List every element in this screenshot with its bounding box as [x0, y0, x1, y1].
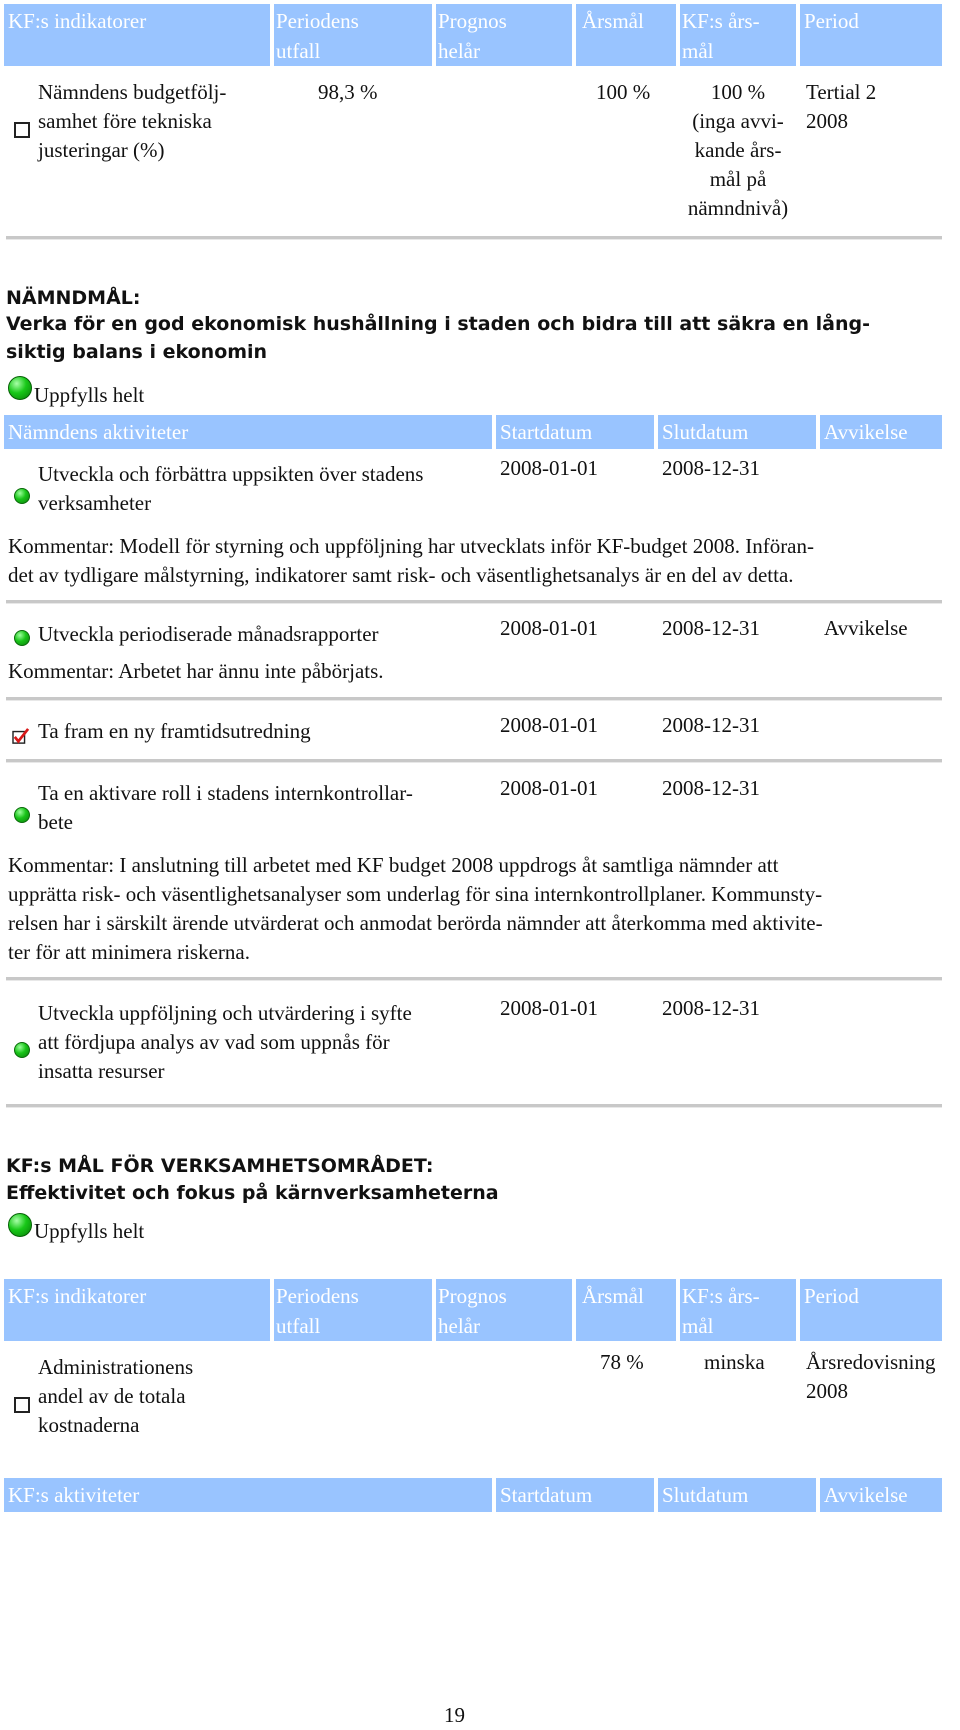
indicator-name — [38, 1353, 193, 1440]
green-dot-icon — [14, 1042, 30, 1058]
header-line: helår — [438, 39, 480, 63]
indicator-name — [38, 78, 226, 165]
text-line: Kommentar: I anslutning till arbetet med KF budget 2008 uppdrogs åt samtliga nämnder att — [8, 853, 779, 877]
text-line: Utveckla och förbättra uppsikten över stadens — [38, 462, 424, 486]
col-header-annual-target: Årsmål — [582, 9, 644, 33]
text-line: relsen har i särskilt ärende utvärderat och anmodat berörda nämnder att återkomma med aktivite- — [8, 911, 823, 935]
deviation-value: Avvikelse — [824, 616, 908, 640]
annual-target-value: 100 % — [596, 80, 651, 104]
header-line: mål — [682, 1314, 714, 1338]
end-date: 2008-12-31 — [662, 616, 760, 640]
col-header-forecast — [438, 6, 507, 66]
start-date: 2008-01-01 — [500, 996, 598, 1020]
col-header-period: Period — [804, 1284, 859, 1308]
activity-comment: Kommentar: Arbetet har ännu inte påbörjats. — [8, 659, 384, 683]
kf-annual-target-value — [680, 78, 796, 223]
divider — [6, 600, 942, 604]
activity-name: Ta fram en ny framtidsutredning — [38, 719, 311, 743]
header-line: mål — [682, 39, 714, 63]
empty-square-icon — [14, 122, 30, 138]
text-line: bete — [38, 810, 73, 834]
activity-comment — [8, 851, 823, 967]
text-line: 2008 — [806, 109, 848, 133]
text-line: verksamheter — [38, 491, 152, 515]
divider — [6, 1104, 942, 1108]
text-line: 100 % — [710, 80, 766, 104]
header-line: Prognos — [438, 9, 507, 33]
end-date: 2008-12-31 — [662, 456, 760, 480]
col-header-activities: Nämndens aktiviteter — [8, 420, 189, 444]
text-line: (inga avvi- — [692, 109, 784, 133]
text-line: Kommentar: Modell för styrning och uppföljning har utvecklats inför KF-budget 2008. Införan- — [8, 534, 814, 558]
header-line: Periodens — [276, 1284, 359, 1308]
header-line: utfall — [276, 39, 321, 63]
divider — [6, 697, 942, 701]
text-line: Verka för en god ekonomisk hushållning i staden och bidra till att säkra en lång- — [6, 313, 870, 335]
text-line: ter för att minimera riskerna. — [8, 940, 250, 964]
text-line: siktig balans i ekonomin — [6, 341, 268, 363]
col-header-period-outcome — [276, 1281, 359, 1341]
col-header-deviation: Avvikelse — [824, 1483, 908, 1507]
text-line: Ta en aktivare roll i stadens internkontrollar- — [38, 781, 413, 805]
col-header-end-date: Slutdatum — [662, 1483, 749, 1507]
goal-status: Uppfylls helt — [34, 383, 145, 407]
end-date: 2008-12-31 — [662, 996, 760, 1020]
annual-target-value: 78 % — [600, 1350, 644, 1374]
col-header-kf-annual-target — [682, 6, 760, 66]
header-line: KF:s års- — [682, 1284, 760, 1308]
text-line: 2008 — [806, 1379, 848, 1403]
header-line: Prognos — [438, 1284, 507, 1308]
start-date: 2008-01-01 — [500, 616, 598, 640]
end-date: 2008-12-31 — [662, 713, 760, 737]
col-header-deviation: Avvikelse — [824, 420, 908, 444]
col-header-period: Period — [804, 9, 859, 33]
text-line: kande års- — [694, 138, 782, 162]
col-header-period-outcome — [276, 6, 359, 66]
col-header-indicator: KF:s indikatorer — [8, 1284, 147, 1308]
text-line: Tertial 2 — [806, 80, 877, 104]
divider — [6, 759, 942, 763]
page-number: 19 — [444, 1703, 465, 1727]
green-dot-icon — [14, 807, 30, 823]
period-value — [806, 1348, 936, 1406]
text-line: samhet före tekniska — [38, 109, 212, 133]
empty-square-icon — [14, 1397, 30, 1413]
header-line: Periodens — [276, 9, 359, 33]
activity-name — [38, 779, 413, 837]
col-header-forecast — [438, 1281, 507, 1341]
activity-comment — [8, 532, 814, 590]
activity-name — [38, 999, 412, 1086]
divider — [6, 236, 942, 240]
start-date: 2008-01-01 — [500, 776, 598, 800]
text-line: Årsredovisning — [806, 1350, 936, 1374]
period-value — [806, 78, 876, 136]
col-header-start-date: Startdatum — [500, 420, 593, 444]
header-line: utfall — [276, 1314, 321, 1338]
text-line: nämndnivå) — [687, 196, 789, 220]
start-date: 2008-01-01 — [500, 713, 598, 737]
text-line: att fördjupa analys av vad som uppnås för — [38, 1030, 390, 1054]
header-line: helår — [438, 1314, 480, 1338]
text-line: mål på — [709, 167, 767, 191]
start-date: 2008-01-01 — [500, 456, 598, 480]
text-line: kostnaderna — [38, 1413, 140, 1437]
green-dot-icon — [8, 1213, 32, 1237]
goal-title: Effektivitet och fokus på kärnverksamheterna — [6, 1182, 499, 1204]
activity-name: Utveckla periodiserade månadsrapporter — [38, 622, 379, 646]
text-line: upprätta risk- och väsentlighetsanalyser som underlag för sina internkontrollplaner. Kommunsty- — [8, 882, 823, 906]
activity-name — [38, 460, 423, 518]
goal-label: KF:s MÅL FÖR VERKSAMHETSOMRÅDET: — [6, 1155, 434, 1177]
text-line: Nämndens budgetfölj- — [38, 80, 227, 104]
goal-title — [6, 310, 870, 366]
text-line: Utveckla uppföljning och utvärdering i syfte — [38, 1001, 412, 1025]
header-line: KF:s års- — [682, 9, 760, 33]
col-header-indicator: KF:s indikatorer — [8, 9, 147, 33]
red-checkmark-icon — [12, 728, 30, 744]
text-line: Administrationens — [38, 1355, 194, 1379]
col-header-activities: KF:s aktiviteter — [8, 1483, 140, 1507]
text-line: insatta resurser — [38, 1059, 165, 1083]
green-dot-icon — [14, 630, 30, 646]
text-line: andel av de totala — [38, 1384, 186, 1408]
period-outcome-value: 98,3 % — [318, 80, 378, 104]
col-header-annual-target: Årsmål — [582, 1284, 644, 1308]
col-header-end-date: Slutdatum — [662, 420, 749, 444]
green-dot-icon — [8, 376, 32, 400]
goal-label: NÄMNDMÅL: — [6, 287, 141, 309]
kf-annual-target-value: minska — [704, 1350, 765, 1374]
text-line: det av tydligare målstyrning, indikatorer samt risk- och väsentlighetsanalys är en del av detta. — [8, 563, 794, 587]
col-header-start-date: Startdatum — [500, 1483, 593, 1507]
end-date: 2008-12-31 — [662, 776, 760, 800]
goal-status: Uppfylls helt — [34, 1219, 145, 1243]
green-dot-icon — [14, 488, 30, 504]
text-line: justeringar (%) — [38, 138, 165, 162]
col-header-kf-annual-target — [682, 1281, 760, 1341]
divider — [6, 977, 942, 981]
